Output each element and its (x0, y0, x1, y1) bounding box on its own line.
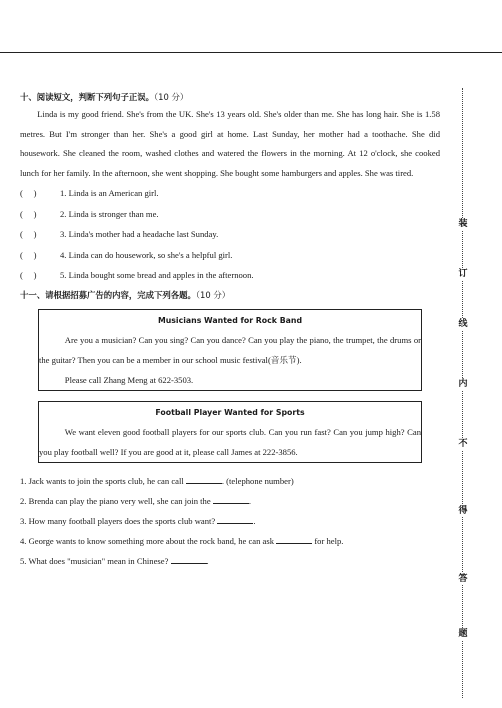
statement-text: 4. Linda can do housework, so she's a helpful girl. (60, 249, 233, 260)
binding-char: 内 (458, 379, 468, 389)
section-11-heading (20, 288, 440, 303)
question-text-end: for help. (312, 535, 344, 546)
binding-char: 装 (458, 219, 468, 229)
answer-blank[interactable] (213, 494, 249, 504)
football-ad (38, 401, 422, 463)
answer-blank[interactable] (186, 474, 222, 484)
question-text: 4. George wants to know something more about the rock band, he can ask (20, 535, 277, 546)
rock-band-ad (38, 309, 422, 391)
question-text-end: . (253, 515, 256, 526)
statement-row (20, 265, 440, 286)
statement-row (20, 204, 440, 225)
answer-blank[interactable] (171, 554, 207, 564)
statement-row (20, 183, 440, 204)
ad-title: Musicians Wanted for Rock Band (157, 315, 303, 325)
binding-char: 得 (458, 506, 468, 516)
ad-contact: Please call Zhang Meng at 622-3503. (64, 374, 194, 385)
answer-paren[interactable]: ( ) (20, 270, 37, 281)
question-item (20, 551, 440, 571)
question-text-end: . (telephone number) (221, 475, 294, 486)
exam-page (20, 90, 440, 571)
reading-passage: Linda is my good friend. She's from the UK. She's 13 years old. She's older than me. She has long hair. She is 1.58 metres. But I'm stronger than her. She's a good girl at home. Last Sunday, her mother had a toothache. She did housework. She cleaned the room, washed clothes and watered the flowers in the morning. At 12 o'clock, she cooked lunch for her family. In the afternoon, she went shopping. She bought some hamburgers and apples. She was tired. (20, 109, 440, 178)
top-rule (0, 52, 502, 53)
question-list (20, 471, 440, 571)
answer-paren[interactable]: ( ) (20, 208, 37, 219)
answer-paren[interactable]: ( ) (20, 249, 37, 260)
true-false-list (20, 183, 440, 286)
section-10-points: （10 分） (154, 92, 189, 102)
section-10-title: 十、阅读短文，判断下列句子正误。 (20, 92, 154, 102)
statement-row (20, 245, 440, 266)
question-text: 5. What does "musician" mean in Chinese? (20, 555, 171, 566)
question-item (20, 531, 440, 551)
statement-text: 5. Linda bought some bread and apples in the afternoon. (60, 270, 254, 281)
question-item (20, 511, 440, 531)
answer-blank[interactable] (276, 534, 312, 544)
section-11-points: （10 分） (195, 289, 231, 300)
binding-char: 答 (458, 574, 468, 584)
question-text-end: . (248, 495, 251, 506)
section-11-title: 十一、请根据招募广告的内容，完成下列各题。 (20, 289, 196, 300)
binding-char: 线 (458, 319, 468, 329)
section-10-heading (20, 90, 440, 105)
question-text: 1. Jack wants to join the sports club, he can call (20, 475, 186, 486)
statement-text: 3. Linda's mother had a headache last Sunday. (60, 229, 219, 240)
question-item (20, 491, 440, 511)
statement-text: 2. Linda is stronger than me. (60, 208, 159, 219)
ad-body: Are you a musician? Can you sing? Can you dance? Can you play the piano, the trumpet, the drums or the guitar? Then you can be a member in our school music festival(音乐节). (39, 334, 421, 365)
question-text: 2. Brenda can play the piano very well, she can join the (20, 495, 213, 506)
answer-paren[interactable]: ( ) (20, 229, 37, 240)
binding-char: 订 (458, 269, 468, 279)
question-text: 3. How many football players does the sports club want? (20, 515, 218, 526)
answer-blank[interactable] (217, 514, 256, 526)
binding-char: 题 (458, 629, 468, 639)
question-item (20, 471, 440, 491)
binding-dotted-line (462, 88, 463, 698)
ad-body: We want eleven good football players for our sports club. Can you run fast? Can you jump high? Can you play football well? If you are good at it, please call James at 222-3856. (39, 426, 421, 457)
answer-paren[interactable]: ( ) (20, 188, 37, 199)
statement-row (20, 224, 440, 245)
binding-char: 不 (458, 439, 468, 449)
statement-text: 1. Linda is an American girl. (60, 188, 159, 199)
question-text-end: . (206, 555, 209, 566)
ad-title: Football Player Wanted for Sports (155, 407, 305, 417)
